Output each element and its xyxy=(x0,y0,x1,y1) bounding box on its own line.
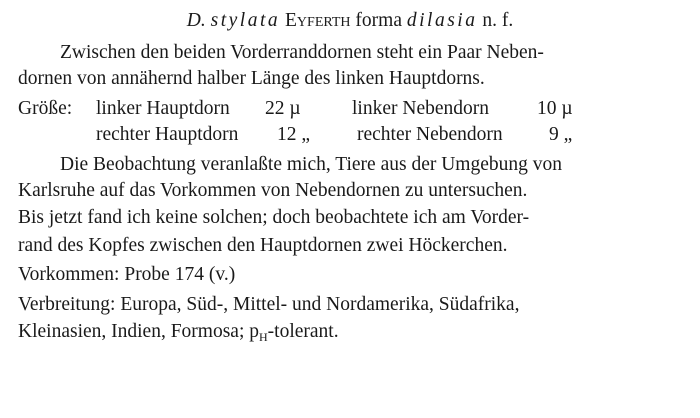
forma-name: dilasia xyxy=(406,10,478,31)
paragraph-2-line-2: Karlsruhe auf das Vorkommen von Nebendornen zu untersuchen. xyxy=(18,180,528,201)
forma-label: forma xyxy=(355,10,402,31)
size-label: Größe: xyxy=(18,98,73,119)
species-heading xyxy=(0,10,700,32)
distribution-line-1: Verbreitung: Europa, Süd-, Mittel- und Nordamerika, Südafrika, xyxy=(18,294,520,315)
author-name: Eyferth xyxy=(285,10,351,31)
genus: D. xyxy=(186,10,206,31)
ph-symbol: $p_H$ xyxy=(249,321,268,344)
size-row-1-name-b: linker Nebendorn xyxy=(352,98,489,119)
paragraph-2-line-1: Die Beobachtung veranlaßte mich, Tiere aus der Umgebung von xyxy=(60,154,563,175)
occurrence-line: Vorkommen: Probe 174 (v.) xyxy=(18,264,236,285)
size-row-2-name-a: rechter Hauptdorn xyxy=(96,124,239,145)
paragraph-2-line-3: Bis jetzt fand ich keine solchen; doch beobachtete ich am Vorder- xyxy=(18,207,530,228)
size-row-2-value-a: 12 „ xyxy=(277,124,311,145)
new-form-marker: n. f. xyxy=(482,10,514,31)
paragraph-2-line-4: rand des Kopfes zwischen den Hauptdornen zwei Höckerchen. xyxy=(18,235,508,256)
size-row-1-value-a: 22 µ xyxy=(265,98,301,119)
distribution-line-2 xyxy=(18,321,339,344)
distribution-regions: Kleinasien, Indien, Formosa; xyxy=(18,321,245,342)
size-row-1-value-b: 10 µ xyxy=(537,98,573,119)
size-row-2-value-b: 9 „ xyxy=(549,124,573,145)
species-name: stylata xyxy=(210,10,281,31)
size-row-1-name-a: linker Hauptdorn xyxy=(96,98,230,119)
size-row-2-name-b: rechter Nebendorn xyxy=(357,124,503,145)
paragraph-1-line-2: dornen von annähernd halber Länge des linken Hauptdorns. xyxy=(18,68,485,89)
ph-tolerance: -tolerant. xyxy=(267,321,339,342)
paragraph-1-line-1: Zwischen den beiden Vorderranddornen steht ein Paar Neben- xyxy=(60,42,544,63)
